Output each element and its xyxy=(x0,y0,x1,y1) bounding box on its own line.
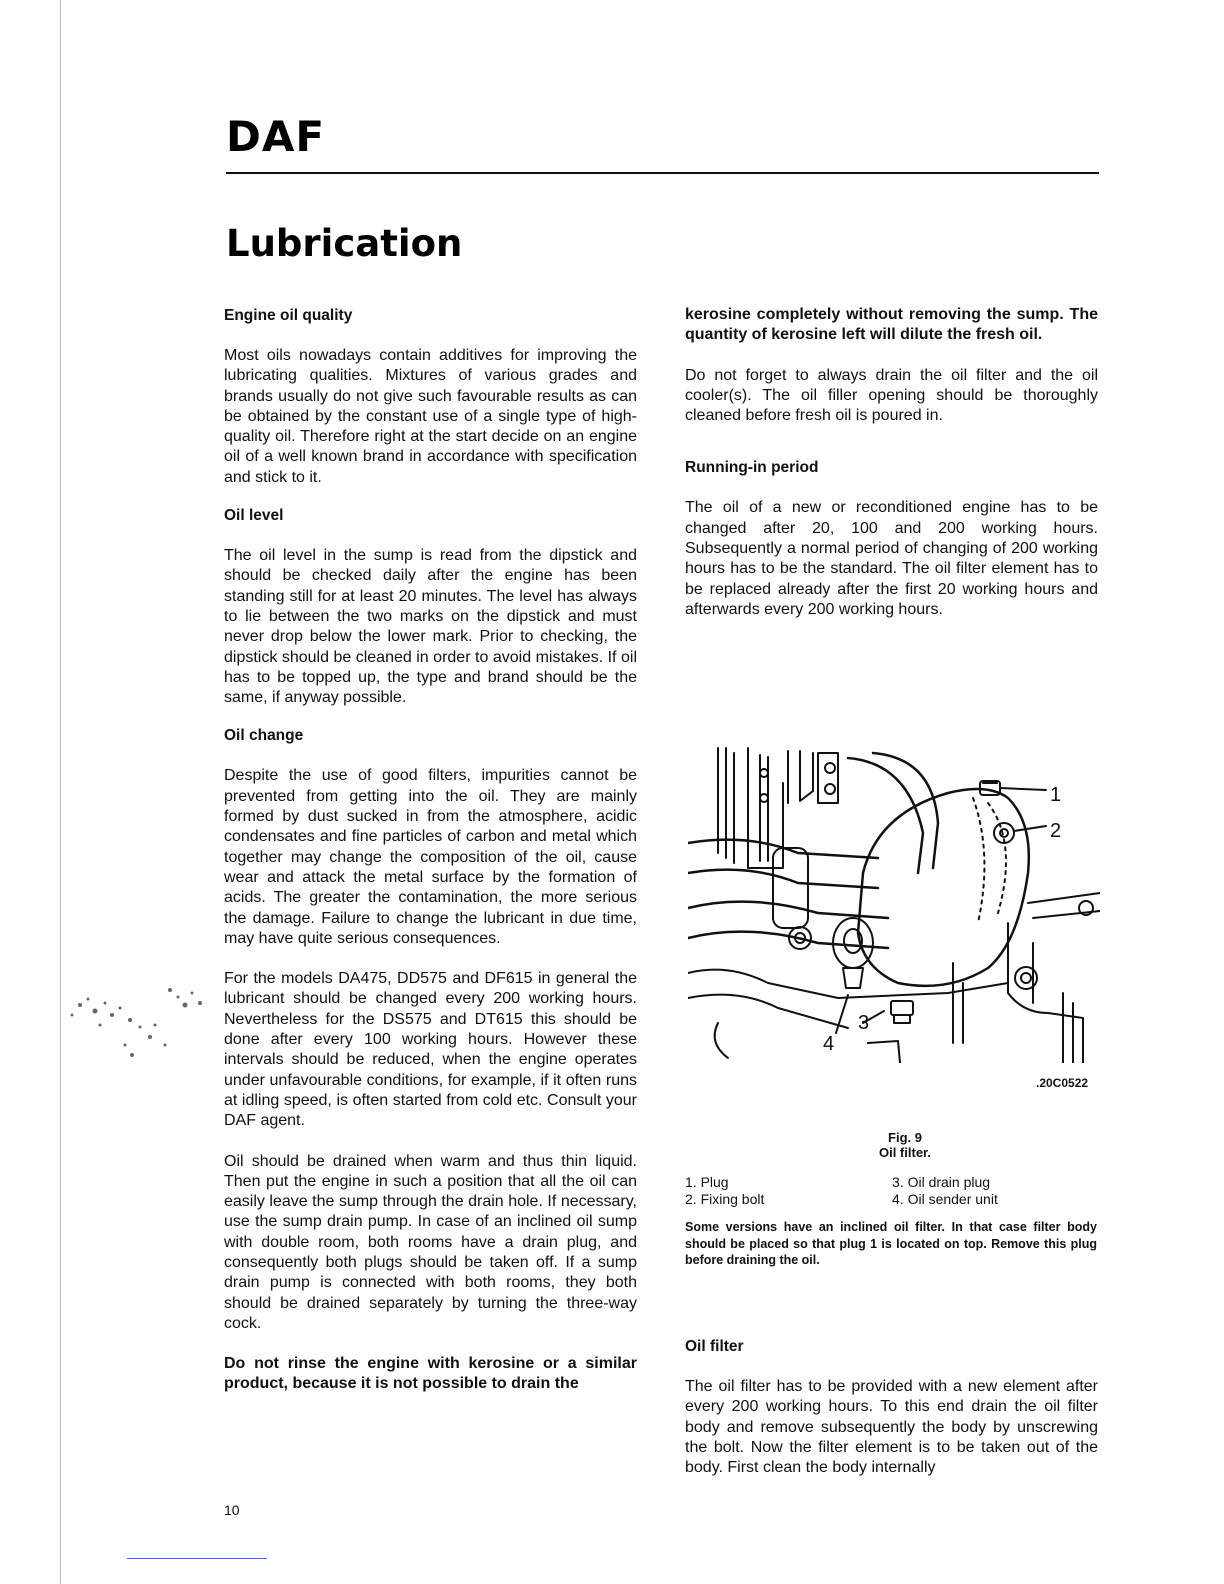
page-binding-line xyxy=(60,0,61,1584)
left-column xyxy=(224,306,637,1415)
running-in-paragraph: The oil of a new or reconditioned engine has to be changed after 20, 100 and 200 working hours. Subsequently a normal period of changing of 200 working hours has to be the standard. The oil filter element has to be replaced already after the first 20 working hours and afterwards every 200 working hours. xyxy=(685,499,1098,618)
right-column xyxy=(685,305,1098,640)
oil-filter-figure xyxy=(688,743,1100,1063)
legend-item: 1. Plug xyxy=(685,1174,729,1190)
page-number: 10 xyxy=(224,1502,240,1518)
legend-item: 4. Oil sender unit xyxy=(892,1191,998,1207)
callout-2: 2 xyxy=(1050,820,1062,842)
figure-note: Some versions have an inclined oil filter. In that case filter body should be placed so that plug 1 is located on top. Remove this plug before draining the oil. xyxy=(685,1220,1097,1267)
oil-change-paragraph-3: Oil should be drained when warm and thus thin liquid. Then put the engine in such a position that all the oil can easily leave the sump through the drain hole. If necessary, use the sump drain pump. In case of an inclined oil sump with double room, both rooms have a drain plug, and consequently both plugs should be taken off. If a sump drain pump is connected with both rooms, they both should be drained separately by turning the three-way cock. xyxy=(224,1152,637,1332)
oil-change-heading: Oil change xyxy=(224,727,304,745)
kerosine-warning-continued: kerosine completely without removing the sump. The quantity of kerosine left will dilute the fresh oil. xyxy=(685,306,1098,344)
oil-level-paragraph: The oil level in the sump is read from the dipstick and should be checked daily after the engine has been standing still for at least 20 minutes. The level has always to lie between the two marks on the dipstick and must never drop below the lower mark. Prior to checking, the dipstick should be cleaned in order to avoid mistakes. If oil has to be topped up, the type and brand should be the same, if anyway possible. xyxy=(224,547,637,707)
oil-change-paragraph-2: For the models DA475, DD575 and DF615 in general the lubricant should be changed every 200 working hours. Nevertheless for the DS575 and DT615 this should be done after every 100 working hours. However these intervals should be reduced, when the engine operates under unfavourable conditions, for example, if it often runs at idling speed, is often started from cold etc. Consult your DAF agent. xyxy=(224,970,637,1130)
drain-filter-paragraph: Do not forget to always drain the oil filter and the oil cooler(s). The oil filler opening should be thoroughly cleaned before fresh oil is poured in. xyxy=(685,366,1098,425)
figure-title: Oil filter. xyxy=(878,1145,931,1160)
legend-item: 3. Oil drain plug xyxy=(892,1174,991,1190)
brand-logo: DAF xyxy=(226,112,326,161)
header-rule xyxy=(226,172,1099,174)
engine-oil-quality-paragraph: Most oils nowadays contain additives for improving the lubricating qualities. Mixtures of various grades and brands usually do not give such favourable results as can be obtained by the constant use of a single type of high-quality oil. Therefore right at the start decide on an engine oil of a well known brand in accordance with specification and stick to it. xyxy=(224,347,637,486)
oil-change-paragraph-1: Despite the use of good filters, impurities cannot be prevented from getting into the oil. They are mainly formed by dust sucked in from the atmosphere, acidic condensates and fine particles of carbon and metal which together may change the composition of the oil, cause wear and attack the metal surface by the formation of acids. The greater the contamination, the more serious the damage. Failure to change the lubricant in due time, may have quite serious consequences. xyxy=(224,767,637,947)
callout-3: 3 xyxy=(858,1012,870,1034)
figure-caption xyxy=(830,1130,980,1160)
scan-smudge xyxy=(60,975,220,1070)
callout-4: 4 xyxy=(823,1033,835,1055)
figure-code: .20C0522 xyxy=(1036,1076,1089,1090)
oil-filter-paragraph: The oil filter has to be provided with a new element after every 200 working hours. To this end drain the oil filter body and remove subsequently the body by unscrewing the bolt. Now the filter element is to be taken out of the body. First clean the body internally xyxy=(685,1378,1098,1477)
oil-change-warning: Do not rinse the engine with kerosine or a similar product, because it is not possible to drain the xyxy=(224,1355,637,1393)
engine-oil-quality-heading: Engine oil quality xyxy=(224,307,353,324)
figure-number: Fig. 9 xyxy=(888,1130,922,1145)
oil-level-heading: Oil level xyxy=(224,507,284,525)
oil-filter-section xyxy=(685,1337,1098,1498)
running-in-heading: Running-in period xyxy=(685,459,819,477)
callout-1: 1 xyxy=(1050,784,1062,806)
page-title: Lubrication xyxy=(226,222,463,265)
oil-filter-heading: Oil filter xyxy=(685,1338,744,1355)
footer-line xyxy=(127,1558,267,1559)
legend-item: 2. Fixing bolt xyxy=(685,1191,765,1207)
